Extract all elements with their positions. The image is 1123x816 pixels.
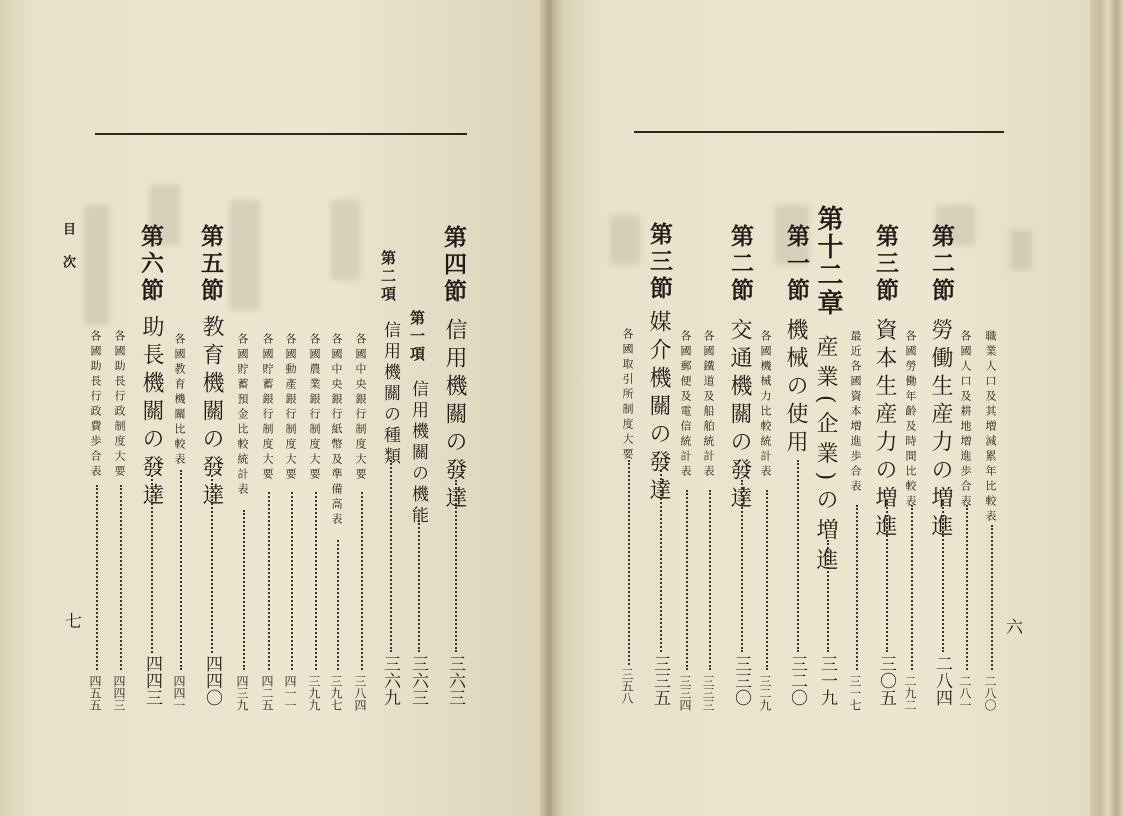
dot-leader — [856, 505, 858, 670]
page-ref: 四三九 — [235, 675, 249, 711]
dot-leader — [315, 492, 317, 670]
dot-leader — [827, 540, 829, 652]
dot-leader — [886, 500, 888, 652]
page-number-left: 七 — [61, 612, 81, 629]
page-ref: 三〇五 — [876, 655, 896, 706]
dot-leader — [686, 490, 688, 670]
table-title: 各國農業銀行制度大要 — [308, 333, 321, 483]
page-ref: 二九二 — [903, 675, 917, 711]
dot-leader — [180, 470, 182, 670]
page-ref: 三一七 — [848, 675, 862, 711]
page-ref: 四五五 — [88, 675, 102, 711]
table-title: 各國機械力比較統計表 — [759, 330, 772, 480]
item-title: 信用機關の種類 — [380, 321, 400, 468]
chapter-title: 産業(企業)の増進 — [813, 335, 838, 579]
page-ref: 二八一 — [958, 675, 972, 711]
dot-leader — [243, 510, 245, 670]
page-ref: 三二〇 — [787, 655, 807, 706]
section-title: 交通機關の發達 — [727, 318, 752, 514]
dot-leader — [211, 475, 213, 653]
section-title: 助長機關の發達 — [139, 315, 164, 511]
dot-leader — [741, 480, 743, 652]
section-title: 信用機關の發達 — [442, 318, 467, 514]
dot-leader — [361, 492, 363, 670]
page-ref: 三六三 — [445, 655, 465, 706]
page-ref: 三二九 — [758, 675, 772, 711]
dot-leader — [709, 490, 711, 670]
section-title: 教育機關の發達 — [199, 315, 224, 511]
page-ref: 四四三 — [142, 655, 162, 706]
page-ref: 三九九 — [307, 675, 321, 711]
dot-leader — [797, 460, 799, 652]
section-title: 媒介機關の發達 — [646, 310, 671, 506]
table-title: 各國郵便及電信統計表 — [679, 330, 692, 480]
page-ref: 四四〇 — [202, 655, 222, 706]
item-title: 信用機關の機能 — [408, 380, 428, 527]
page-ref: 二八四 — [932, 655, 952, 706]
page-ref: 三九七 — [329, 675, 343, 711]
dot-leader — [96, 485, 98, 670]
table-title: 各國助長行政費歩合表 — [89, 330, 102, 480]
page-ref: 三三〇 — [731, 655, 751, 706]
item-label: 第二項 — [379, 250, 397, 304]
dot-leader — [991, 525, 993, 670]
section-label: 第二節 — [727, 224, 754, 305]
right-top-rule — [634, 131, 1004, 133]
section-label: 第六節 — [137, 224, 164, 305]
section-label: 第一節 — [783, 224, 810, 305]
item-label: 第一項 — [408, 310, 426, 364]
table-title: 各國鐵道及船舶統計表 — [702, 330, 715, 480]
dot-leader — [120, 485, 122, 670]
page-ref: 三三五 — [650, 655, 670, 706]
dot-leader — [660, 470, 662, 652]
chapter-label: 第十二章 — [813, 205, 843, 317]
table-title: 各國教育機關比較表 — [173, 333, 186, 468]
table-title: 各國取引所制度大要 — [621, 328, 634, 463]
table-title: 最近各國資本増進歩合表 — [849, 330, 862, 495]
page-edges — [1090, 0, 1123, 816]
table-title: 各國人口及耕地増進歩合表 — [959, 330, 972, 510]
dot-leader — [966, 505, 968, 670]
table-title: 各國貯蓄銀行制度大要 — [261, 333, 274, 483]
page-ref: 三六三 — [408, 655, 428, 706]
dot-leader — [268, 492, 270, 670]
page-ref: 三五八 — [620, 668, 634, 704]
left-top-rule — [95, 133, 467, 135]
dot-leader — [390, 460, 392, 652]
page-ref: 三六九 — [380, 655, 400, 706]
page-ref: 三三三 — [701, 675, 715, 711]
page-ref: 三三四 — [678, 675, 692, 711]
page-ref: 四二五 — [260, 675, 274, 711]
dot-leader — [418, 520, 420, 652]
page-number-right: 六 — [1002, 618, 1022, 635]
section-label: 第五節 — [197, 224, 224, 305]
book-gutter — [540, 0, 562, 816]
page-ref: 四四三 — [112, 675, 126, 711]
section-title: 勞働生産力の増進 — [928, 318, 953, 542]
section-title: 機械の使用 — [783, 318, 808, 458]
dot-leader — [291, 492, 293, 670]
dot-leader — [766, 490, 768, 670]
table-title: 各國勞働年齡及時間比較表 — [904, 330, 917, 510]
page-ref: 四四一 — [172, 675, 186, 711]
section-title: 資本生産力の増進 — [872, 318, 897, 542]
page-ref: 三一九 — [817, 655, 837, 706]
section-label: 第三節 — [646, 222, 673, 303]
dot-leader — [628, 460, 630, 665]
page-ref: 三八四 — [353, 675, 367, 711]
section-label: 第二節 — [928, 224, 955, 305]
page-ref: 四一一 — [283, 675, 297, 711]
dot-leader — [455, 480, 457, 652]
table-title: 各國貯蓄預金比較統計表 — [236, 333, 249, 498]
dot-leader — [337, 540, 339, 670]
dot-leader — [942, 500, 944, 652]
table-title: 職業人口及其増減累年比較表 — [984, 330, 997, 525]
dot-leader — [911, 505, 913, 670]
table-title: 各國中央銀行紙幣及準備高表 — [330, 333, 343, 528]
dot-leader — [151, 475, 153, 653]
section-label: 第三節 — [872, 224, 899, 305]
table-title: 各國中央銀行制度大要 — [354, 333, 367, 483]
running-head: 目次 — [60, 222, 75, 288]
section-label: 第四節 — [440, 225, 467, 306]
page-ref: 二八〇 — [983, 675, 997, 711]
table-title: 各國助長行政制度大要 — [113, 330, 126, 480]
table-title: 各國動產銀行制度大要 — [284, 333, 297, 483]
